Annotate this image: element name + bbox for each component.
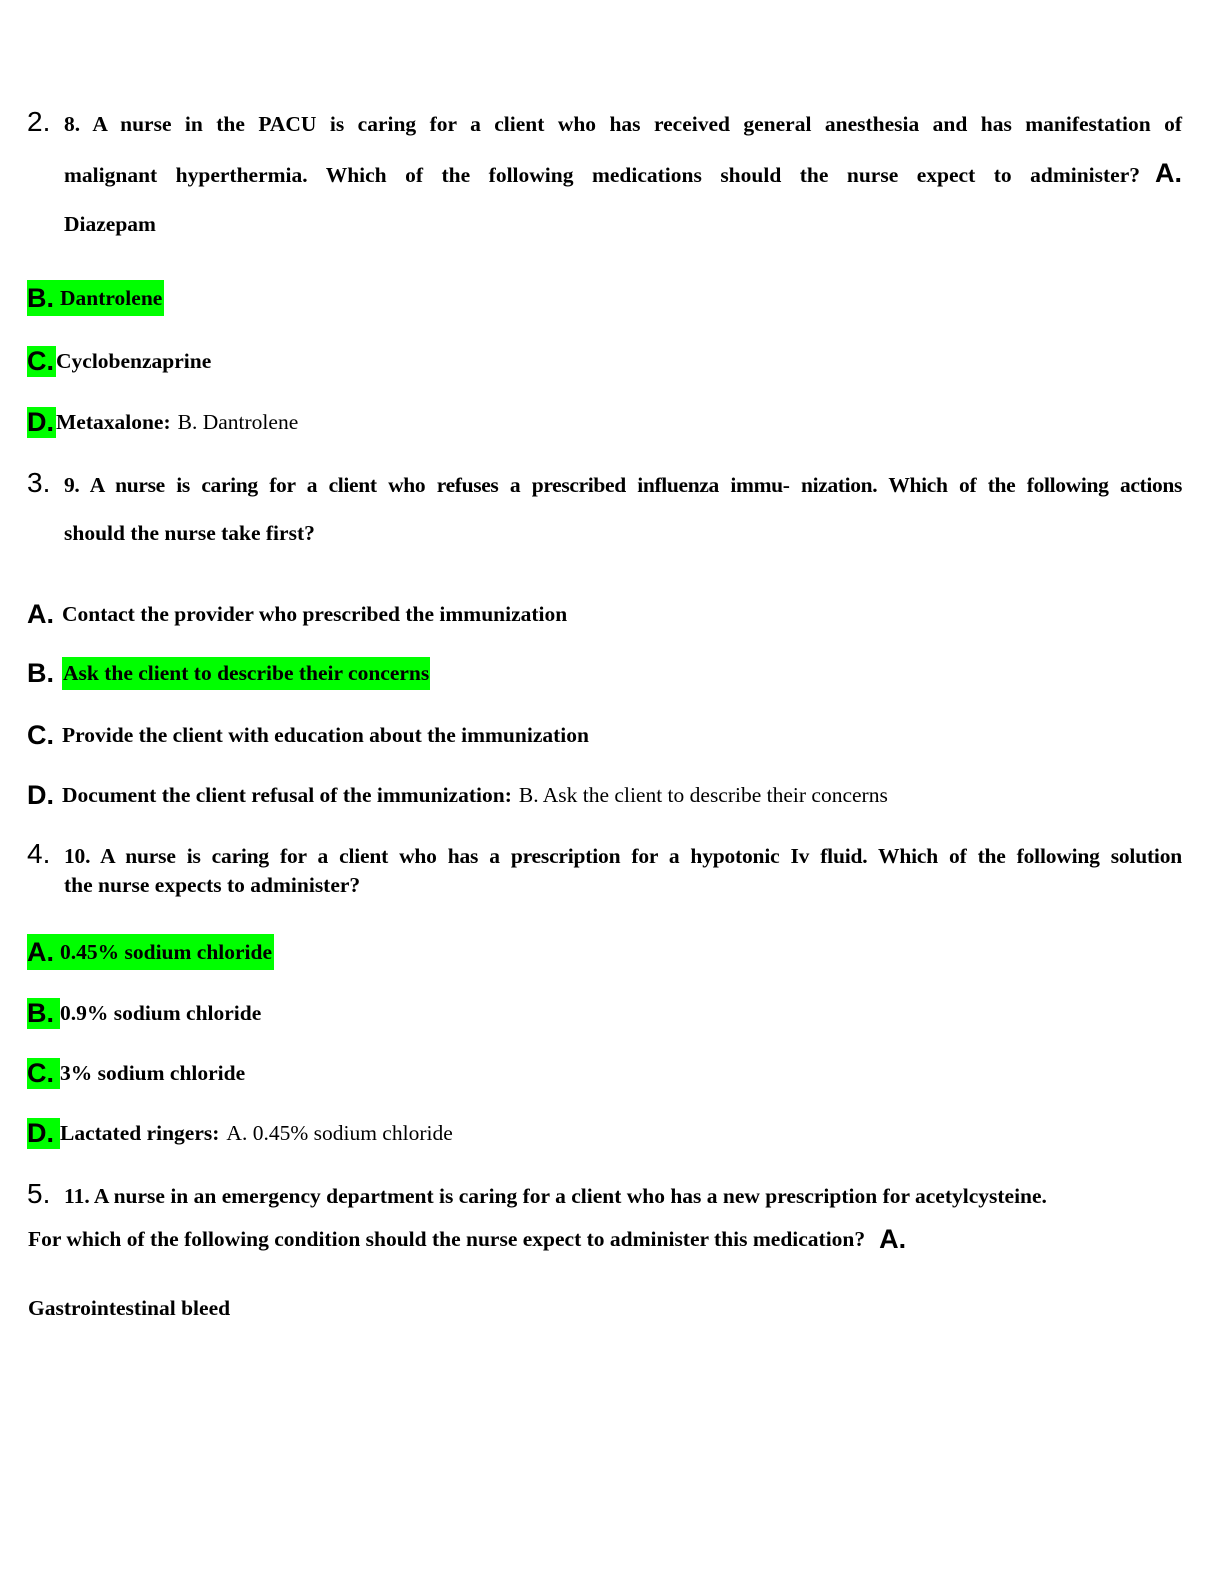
option-text: Contact the provider who prescribed the immunization (62, 601, 568, 626)
question-text-line: 9. A nurse is caring for a client who refuses a prescribed influenza immu- nization. Which of the following actions (64, 473, 1182, 497)
answer-option-correct (27, 934, 274, 970)
option-letter: A. (27, 936, 54, 967)
answer-option (27, 777, 888, 813)
option-letter: C. (27, 1058, 60, 1089)
option-text: 3% sodium chloride (60, 1060, 246, 1085)
option-text: Metaxalone: (56, 409, 171, 434)
answer-option (27, 1115, 453, 1151)
option-letter: C. (27, 345, 54, 376)
question-text-line: 10. A nurse is caring for a client who has a prescription for a hypotonic Iv fluid. Which of the following solution (64, 844, 1182, 868)
option-text: Cyclobenzaprine (56, 348, 212, 373)
option-letter: B. (27, 998, 60, 1029)
question-text: malignant hyperthermia. Which of the following medications should the nurse expect to administer? (64, 163, 1140, 187)
option-text: Ask the client to describe their concerns (62, 657, 430, 690)
option-text: Gastrointestinal bleed (28, 1296, 231, 1320)
answer-option (27, 995, 261, 1031)
answer-key: B. Dantrolene (177, 409, 299, 434)
answer-option-correct (27, 655, 430, 691)
option-letter: B. (27, 657, 54, 688)
question-number: 4. (27, 838, 51, 869)
option-text: 0.45% sodium chloride (60, 939, 273, 964)
question-text-line: 11. A nurse in an emergency department is caring for a client who has a new prescription for acetylcysteine. (64, 1184, 1047, 1208)
option-letter: A. (1155, 158, 1182, 188)
answer-option (27, 343, 211, 379)
question-number: 3. (27, 467, 51, 498)
option-letter: A. (879, 1224, 907, 1254)
option-text: Provide the client with education about the immunization (62, 722, 589, 747)
option-letter: D. (27, 1118, 60, 1149)
question-text-line (28, 1224, 906, 1255)
question-number: 5. (27, 1178, 51, 1209)
answer-key: A. 0.45% sodium chloride (226, 1120, 453, 1145)
answer-option (27, 1055, 245, 1091)
option-text: 0.9% sodium chloride (60, 1000, 262, 1025)
answer-option (27, 404, 298, 440)
question-number: 2. (27, 106, 51, 137)
answer-option (27, 596, 567, 632)
question-text-line: should the nurse take first? (64, 521, 315, 545)
answer-option (27, 717, 589, 753)
option-letter: D. (27, 406, 54, 437)
option-letter: B. (27, 282, 54, 313)
question-text-line: the nurse expects to administer? (64, 873, 361, 897)
option-letter: C. (27, 719, 54, 750)
option-letter: D. (27, 779, 54, 810)
question-text-line: 8. A nurse in the PACU is caring for a client who has received general anesthesia and has manifestation of (64, 112, 1182, 136)
option-text: Lactated ringers: (60, 1120, 220, 1145)
option-letter: A. (27, 598, 54, 629)
answer-option-correct (27, 280, 164, 316)
answer-key: B. Ask the client to describe their concerns (518, 782, 888, 807)
question-text-line (64, 158, 1182, 189)
option-text: Document the client refusal of the immunization: (62, 782, 512, 807)
option-text: Diazepam (64, 212, 156, 236)
question-text: For which of the following condition should the nurse expect to administer this medication? (28, 1227, 866, 1251)
option-text: Dantrolene (60, 285, 163, 310)
